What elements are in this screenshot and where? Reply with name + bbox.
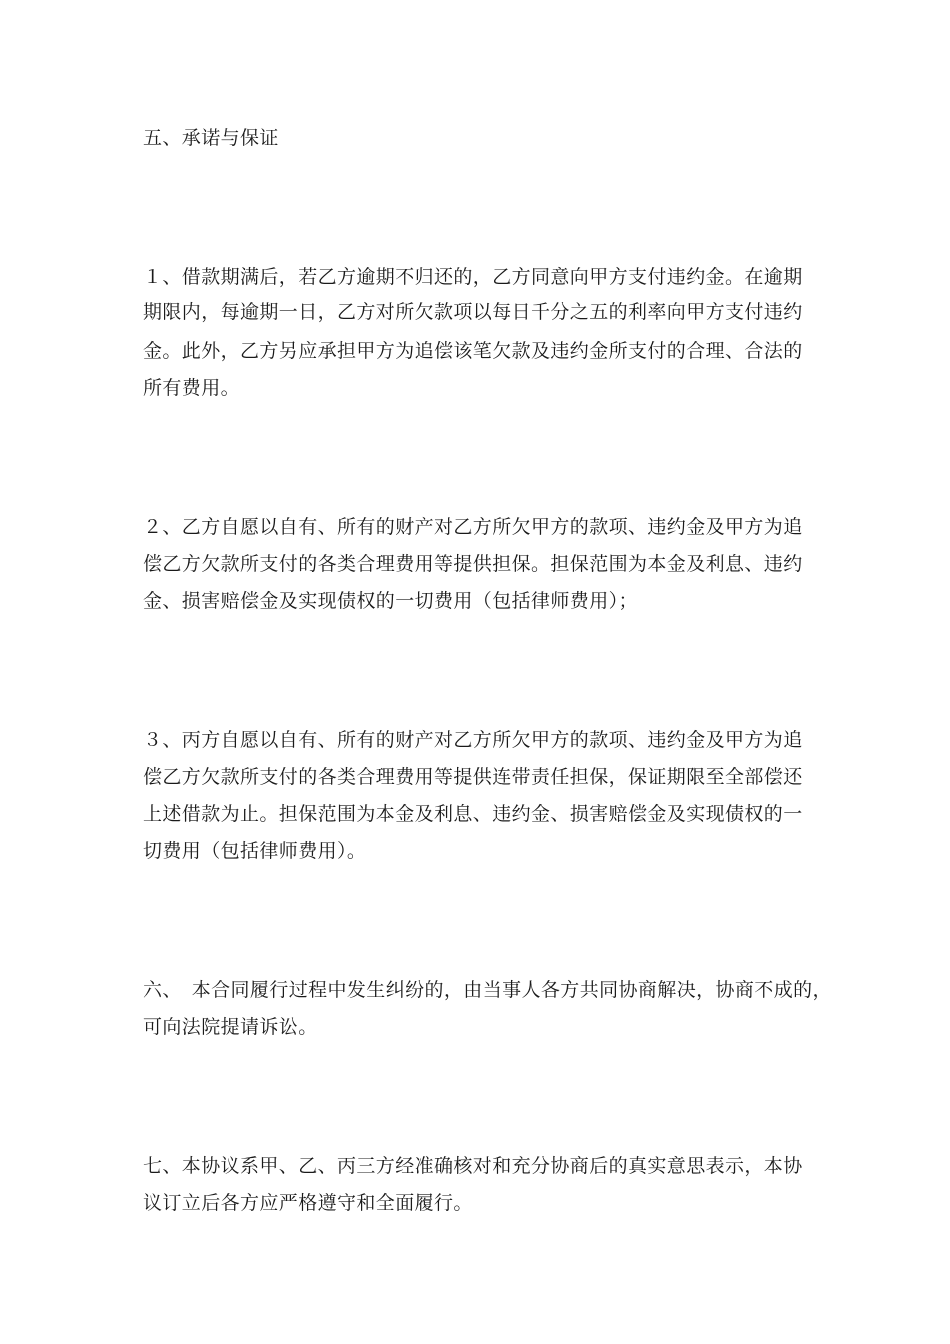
clause-1-line-4: 所有费用。 [143,377,241,399]
clause-1-line-1: １、借款期满后，若乙方逾期不归还的，乙方同意向甲方支付违约金。在逾期 [143,266,803,288]
section-6-line-2: 可向法院提请诉讼。 [143,1016,318,1038]
clause-3-line-1: ３、丙方自愿以自有、所有的财产对乙方所欠甲方的款项、违约金及甲方为追 [143,729,803,751]
clause-1-line-2: 期限内，每逾期一日，乙方对所欠款项以每日千分之五的利率向甲方支付违约 [143,301,803,323]
clause-3-line-2: 偿乙方欠款所支付的各类合理费用等提供连带责任担保，保证期限至全部偿还 [143,766,803,788]
clause-2-line-3: 金、损害赔偿金及实现债权的一切费用（包括律师费用）； [143,590,638,612]
section-6-line-1: 六、 本合同履行过程中发生纠纷的，由当事人各方共同协商解决，协商不成的， [143,979,832,1001]
clause-3-line-3: 上述借款为止。担保范围为本金及利息、违约金、损害赔偿金及实现债权的一 [143,803,803,825]
clause-1-line-3: 金。此外，乙方另应承担甲方为追偿该笔欠款及违约金所支付的合理、合法的 [143,340,803,362]
clause-2-line-2: 偿乙方欠款所支付的各类合理费用等提供担保。担保范围为本金及利息、违约 [143,553,803,575]
section-5-heading: 五、承诺与保证 [143,127,279,149]
clause-2-line-1: ２、乙方自愿以自有、所有的财产对乙方所欠甲方的款项、违约金及甲方为追 [143,516,803,538]
section-7-line-1: 七、本协议系甲、乙、丙三方经准确核对和充分协商后的真实意思表示，本协 [143,1155,803,1177]
section-7-line-2: 议订立后各方应严格遵守和全面履行。 [143,1192,473,1214]
clause-3-line-4: 切费用（包括律师费用）。 [143,840,367,862]
